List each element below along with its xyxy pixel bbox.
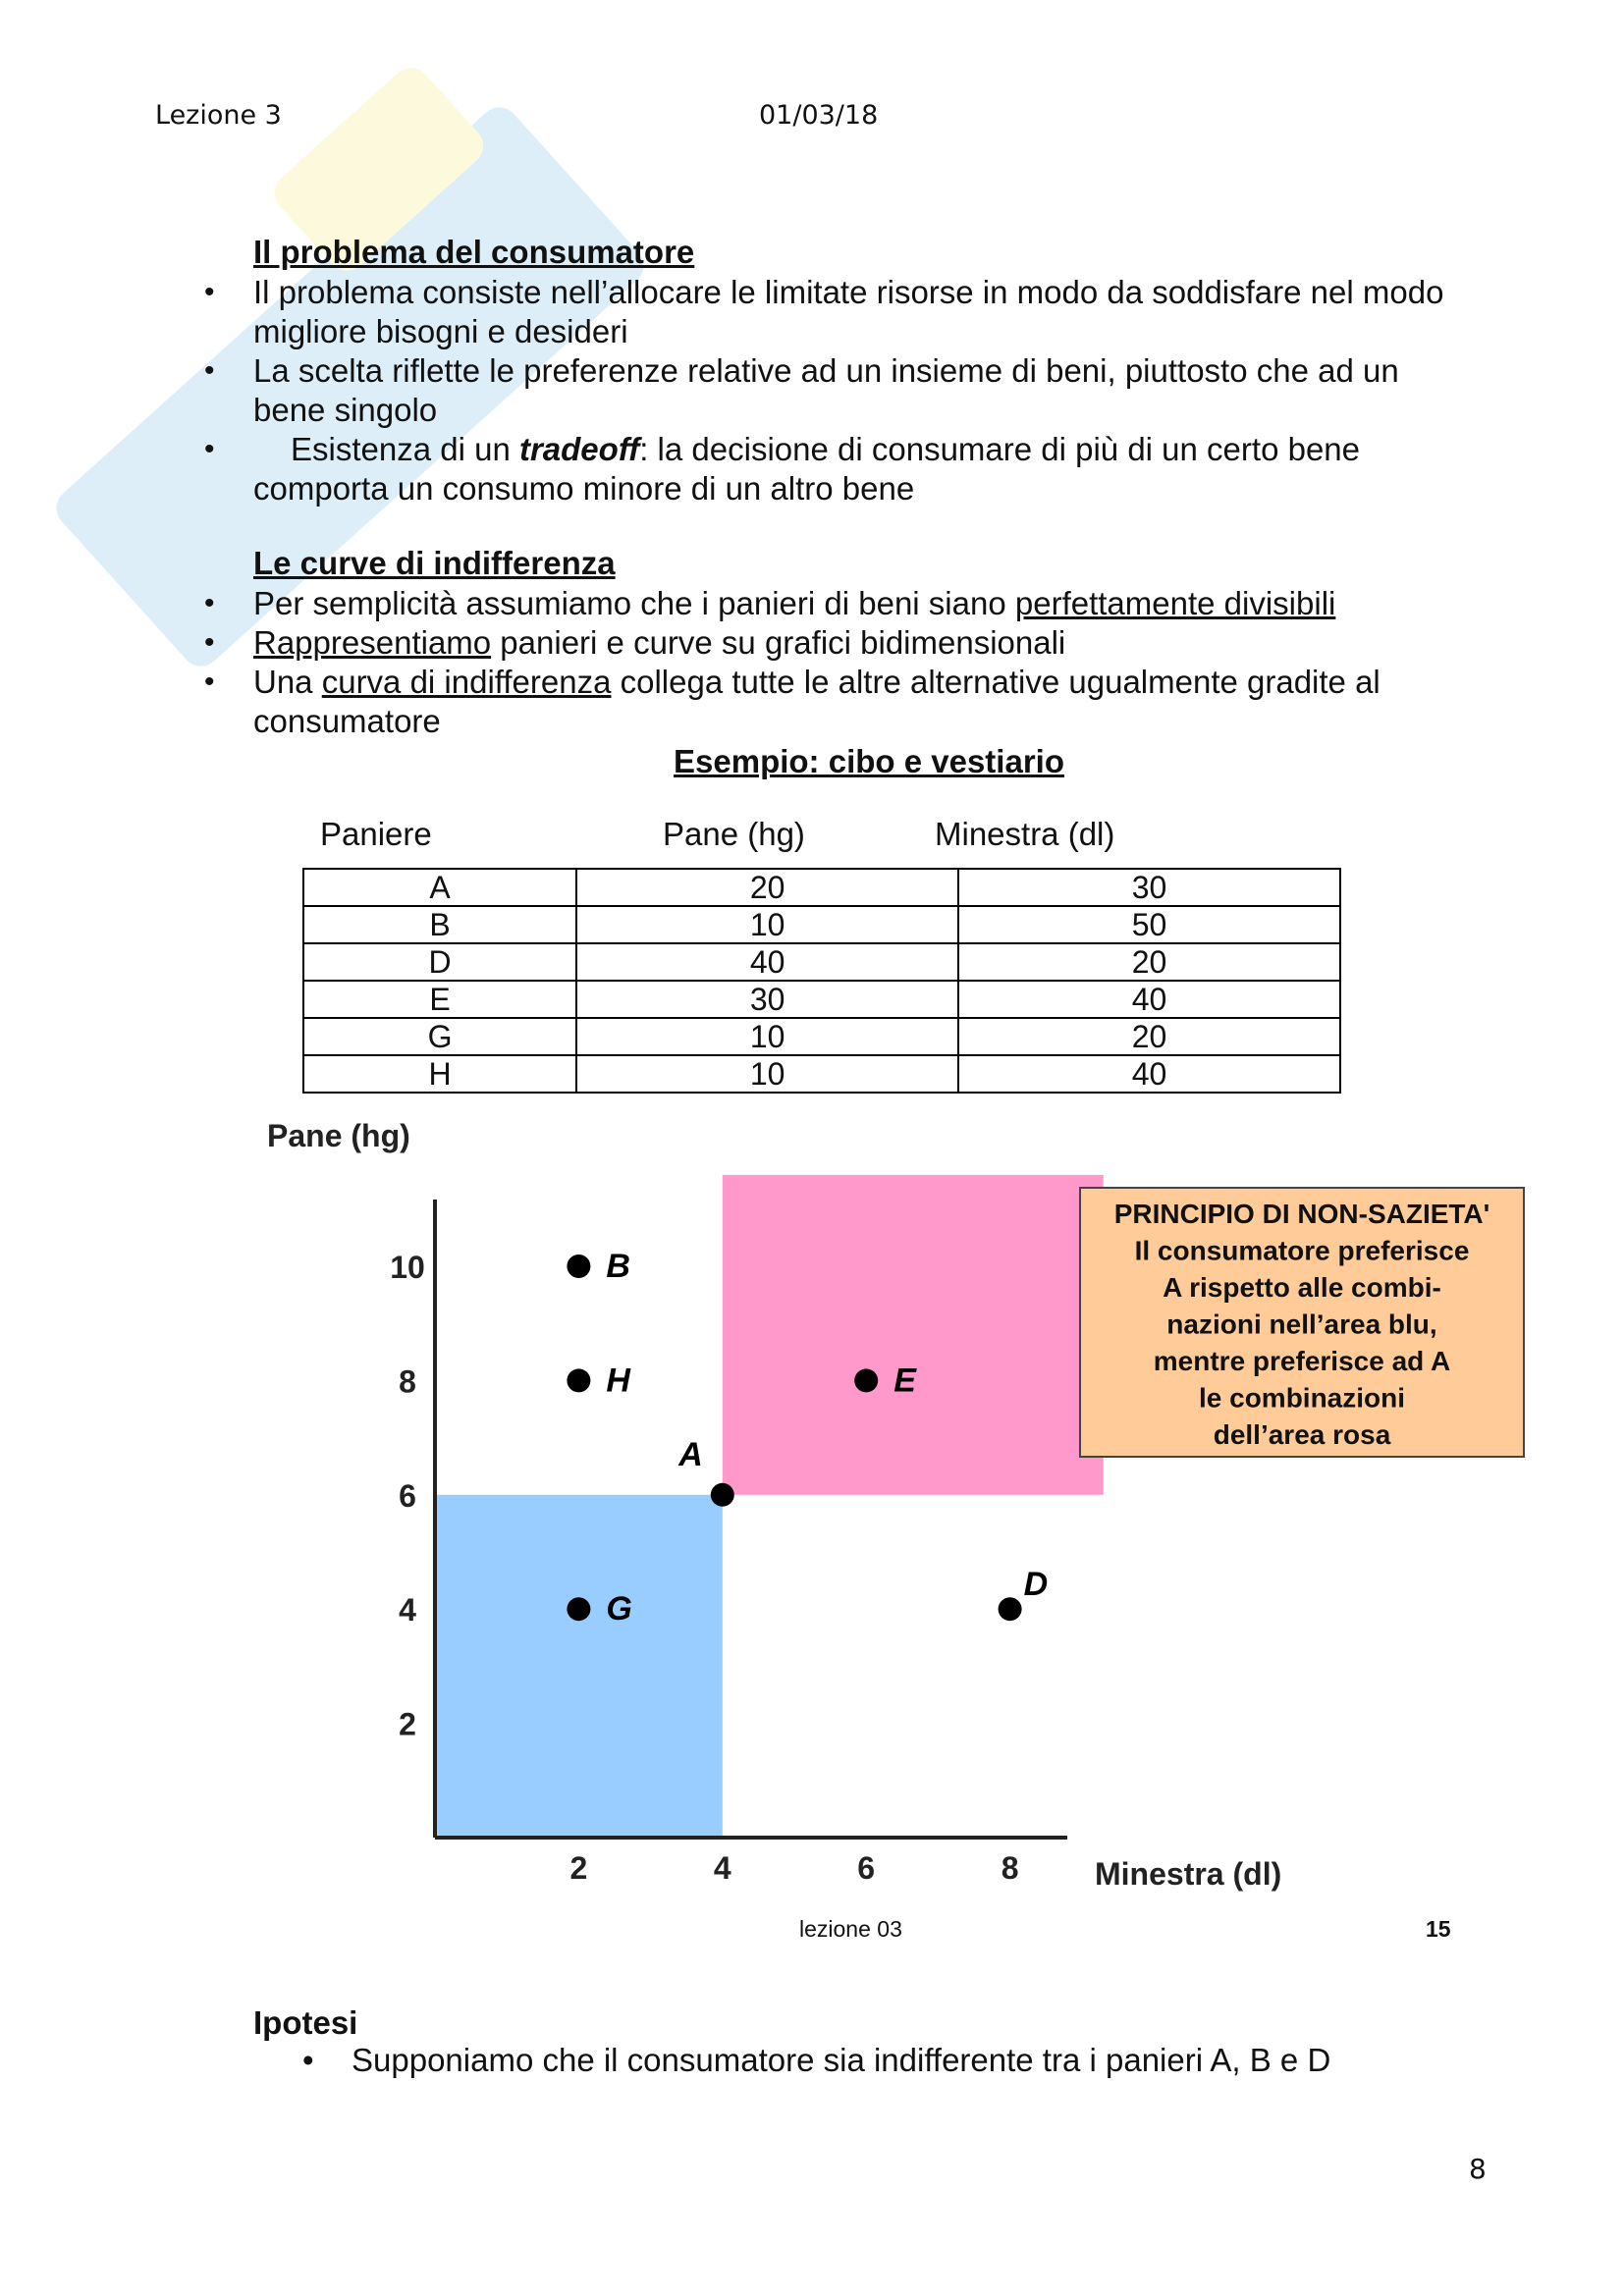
x-tick-label: 8 xyxy=(1001,1850,1019,1886)
y-tick-label: 8 xyxy=(399,1363,416,1400)
point-B xyxy=(567,1255,590,1278)
point-A xyxy=(711,1483,734,1507)
table-cell: 20 xyxy=(576,869,958,906)
point-label-E: E xyxy=(893,1362,916,1400)
hypothesis-bullet: • Supponiamo che il consumatore sia indifferente tra i panieri A, B e D xyxy=(352,2042,1330,2079)
table-cell: 40 xyxy=(958,981,1340,1018)
x-tick-label: 4 xyxy=(713,1850,731,1886)
list-item: • Rappresentiamo panieri e curve su grafici bidimensionali xyxy=(253,623,1490,663)
table-cell: B xyxy=(303,906,576,943)
annotation-line: nazioni nell’area blu, xyxy=(1166,1308,1437,1340)
list-item: • Per semplicità assumiamo che i panieri di beni siano perfettamente divisibili xyxy=(253,584,1490,623)
point-E xyxy=(854,1368,878,1392)
point-label-H: H xyxy=(606,1362,630,1400)
point-label-G: G xyxy=(606,1590,632,1629)
section-title-indifference-curves: Le curve di indifferenza xyxy=(253,545,616,581)
section-title-ipotesi: Ipotesi xyxy=(253,2004,358,2041)
list-item: • Il problema consiste nell’allocare le limitate risorse in modo da soddisfare nel modo migliore bisogni e desideri xyxy=(253,273,1490,351)
table-cell: 40 xyxy=(576,943,958,981)
point-D xyxy=(999,1597,1022,1621)
column-header-minestra: Minestra (dl) xyxy=(935,816,1115,852)
annotation-line: A rispetto alle combi- xyxy=(1163,1272,1441,1303)
header-date: 01/03/18 xyxy=(759,100,879,131)
point-G xyxy=(567,1597,590,1621)
slide-number: 15 xyxy=(1426,1916,1451,1942)
list-item: • La scelta riflette le preferenze relative ad un insieme di beni, piuttosto che ad un bene singolo xyxy=(253,351,1490,430)
column-header-pane: Pane (hg) xyxy=(663,816,805,852)
table-cell: 10 xyxy=(576,1055,958,1093)
region-pink xyxy=(723,1175,1104,1495)
table-cell: 30 xyxy=(576,981,958,1018)
column-header-paniere: Paniere xyxy=(320,816,432,852)
header-lesson: Lezione 3 xyxy=(155,100,282,131)
point-H xyxy=(567,1368,590,1392)
list-item: • Una curva di indifferenza collega tutte le altre alternative ugualmente gradite al consumatore xyxy=(253,663,1490,741)
table-cell: 20 xyxy=(958,943,1340,981)
y-tick-label: 6 xyxy=(399,1477,416,1514)
table-cell: 10 xyxy=(576,906,958,943)
table-cell: 20 xyxy=(958,1018,1340,1055)
section-title-consumer-problem: Il problema del consumatore xyxy=(253,234,695,270)
table-cell: 50 xyxy=(958,906,1340,943)
y-axis-label: Pane (hg) xyxy=(267,1118,410,1153)
point-label-B: B xyxy=(606,1248,630,1285)
table-cell: E xyxy=(303,981,576,1018)
table-cell: 30 xyxy=(958,869,1340,906)
table-cell: D xyxy=(303,943,576,981)
table-cell: 40 xyxy=(958,1055,1340,1093)
list-item: • Esistenza di un tradeoff: la decisione di consumare di più di un certo bene comporta un consumo minore di un altro bene xyxy=(253,430,1490,508)
annotation-line: le combinazioni xyxy=(1198,1382,1406,1414)
region-blue xyxy=(435,1495,723,1838)
example-title: Esempio: cibo e vestiario xyxy=(674,743,1064,779)
slide-footer-label: lezione 03 xyxy=(799,1916,902,1942)
annotation-line: PRINCIPIO DI NON-SAZIETA' xyxy=(1113,1199,1490,1229)
page-number: 8 xyxy=(1469,2153,1487,2185)
point-label-D: D xyxy=(1023,1566,1049,1604)
x-tick-label: 2 xyxy=(569,1850,588,1886)
annotation-line: mentre preferisce ad A xyxy=(1153,1346,1451,1376)
y-tick-label: 10 xyxy=(390,1250,425,1285)
table-cell: A xyxy=(303,869,576,906)
annotation-line: Il consumatore preferisce xyxy=(1134,1235,1470,1266)
table-cell: G xyxy=(303,1018,576,1055)
table-cell: 10 xyxy=(576,1018,958,1055)
annotation-box xyxy=(1080,1188,1524,1457)
tradeoff-term: tradeoff xyxy=(518,431,640,467)
point-label-A: A xyxy=(678,1435,703,1473)
annotation-line: dell’area rosa xyxy=(1213,1419,1391,1450)
table-cell: H xyxy=(303,1055,576,1093)
x-axis-label: Minestra (dl) xyxy=(1095,1856,1282,1892)
y-tick-label: 2 xyxy=(399,1706,416,1742)
y-tick-label: 4 xyxy=(399,1592,416,1629)
x-tick-label: 6 xyxy=(857,1850,876,1886)
